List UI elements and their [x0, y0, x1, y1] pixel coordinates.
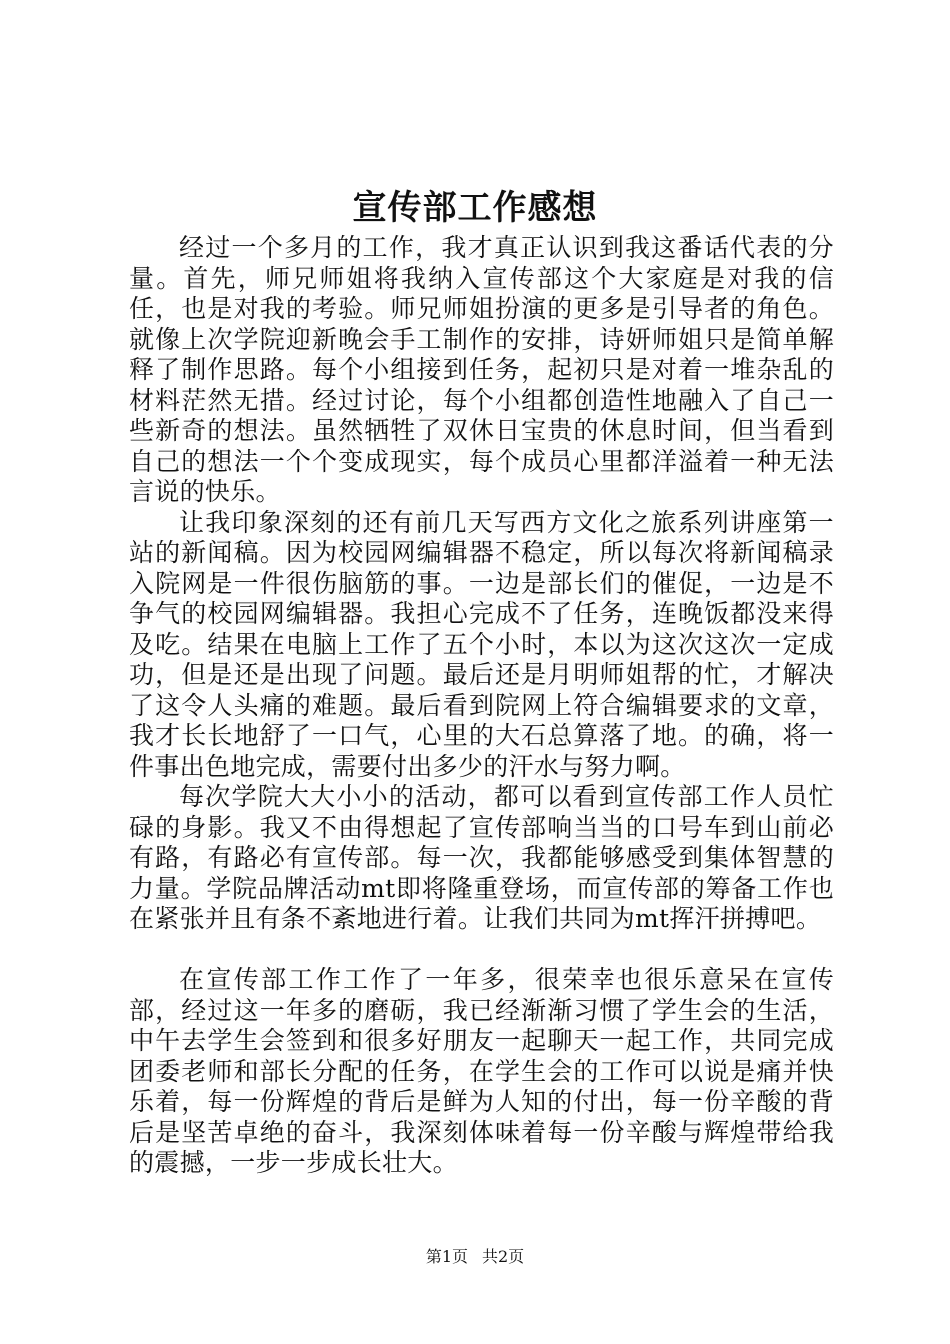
page-number-total: 共2页 [482, 1247, 525, 1266]
paragraph-1: 经过一个多月的工作，我才真正认识到我这番话代表的分量。首先，师兄师姐将我纳入宣传部这个大家庭是对我的信任，也是对我的考验。师兄师姐扮演的更多是引导者的角色。就像上次学院迎新晚会手工制作的安排，诗妍师姐只是简单解释了制作思路。每个小组接到任务，起初只是对着一堆杂乱的材料茫然无措。经过讨论，每个小组都创造性地融入了自己一些新奇的想法。虽然牺牲了双休日宝贵的休息时间，但当看到自己的想法一个个变成现实，每个成员心里都洋溢着一种无法言说的快乐。 [129, 233, 834, 506]
page-number-current: 第1页 [425, 1247, 468, 1266]
paragraph-3: 每次学院大大小小的活动，都可以看到宣传部工作人员忙碌的身影。我又不由得想起了宣传部响当当的口号车到山前必有路，有路必有宣传部。每一次，我都能够感受到集体智慧的力量。学院品牌活动mt即将隆重登场，而宣传部的筹备工作也在紧张并且有条不紊地进行着。让我们共同为mt挥汗拼搏吧。 [129, 782, 834, 933]
paragraph-4: 在宣传部工作工作了一年多，很荣幸也很乐意呆在宣传部，经过这一年多的磨砺，我已经渐渐习惯了学生会的生活，中午去学生会签到和很多好朋友一起聊天一起工作，共同完成团委老师和部长分配的任务，在学生会的工作可以说是痛并快乐着，每一份辉煌的背后是鲜为人知的付出，每一份辛酸的背后是坚苦卓绝的奋斗，我深刻体味着每一份辛酸与辉煌带给我的震撼，一步一步成长壮大。 [129, 965, 834, 1177]
document-title: 宣传部工作感想 [352, 188, 598, 228]
page-footer [0, 1247, 950, 1267]
paragraph-2: 让我印象深刻的还有前几天写西方文化之旅系列讲座第一站的新闻稿。因为校园网编辑器不稳定，所以每次将新闻稿录入院网是一件很伤脑筋的事。一边是部长们的催促，一边是不争气的校园网编辑器。我担心完成不了任务，连晚饭都没来得及吃。结果在电脑上工作了五个小时，本以为这次这次一定成功，但是还是出现了问题。最后还是月明师姐帮的忙，才解决了这令人头痛的难题。最后看到院网上符合编辑要求的文章，我才长长地舒了一口气，心里的大石总算落了地。的确，将一件事出色地完成，需要付出多少的汗水与努力啊。 [129, 507, 834, 781]
document-body [129, 233, 834, 1179]
paragraph-spacer [129, 935, 834, 966]
